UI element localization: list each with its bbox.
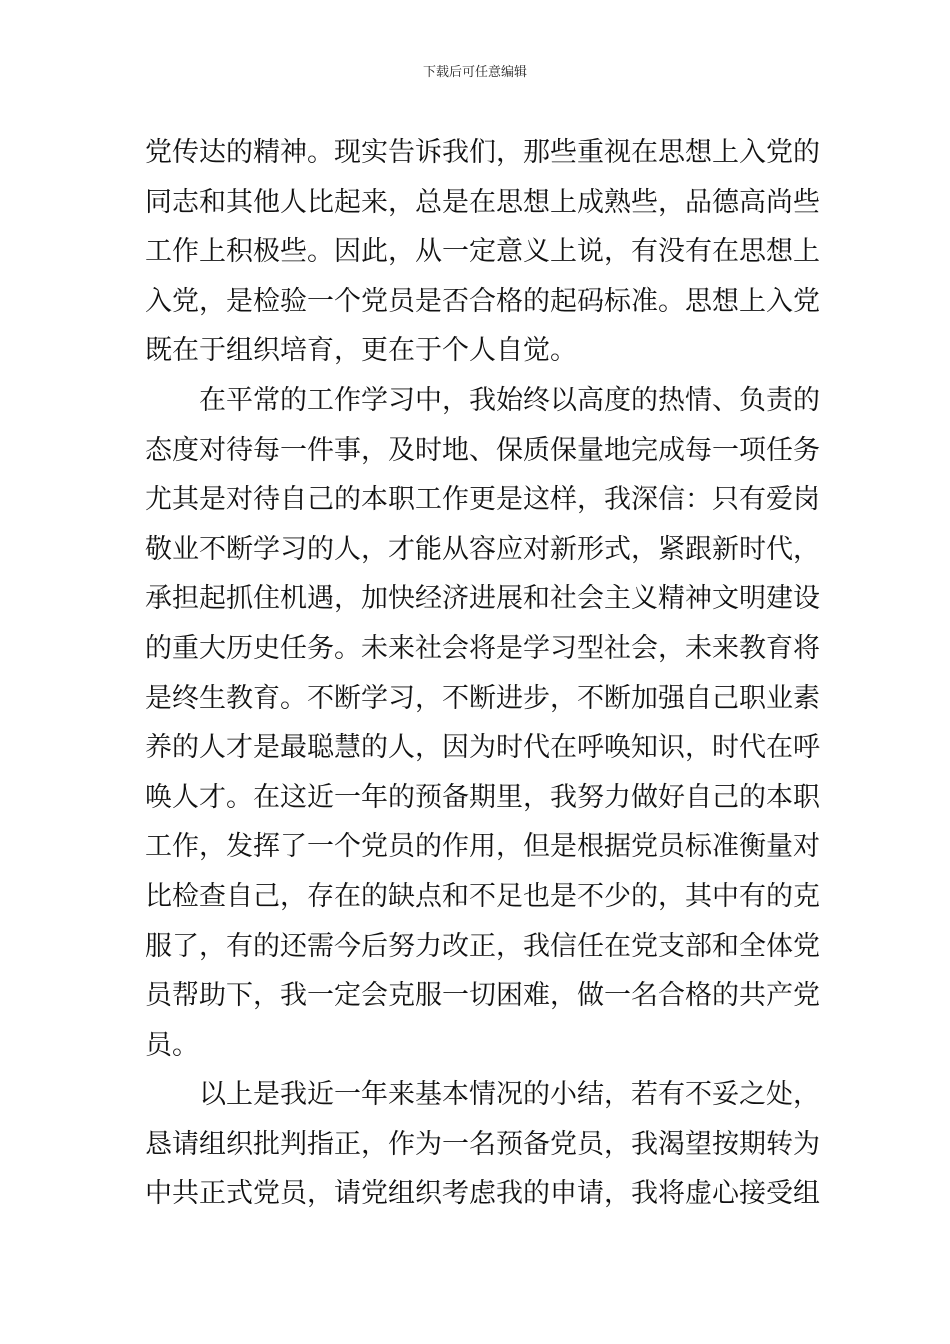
text-line: 养的人才是最聪慧的人，因为时代在呼唤知识，时代在呼 bbox=[145, 732, 820, 764]
text-line: 承担起抓住机遇，加快经济进展和社会主义精神文明建设 bbox=[145, 583, 820, 615]
text-line: 工作上积极些。因此，从一定意义上说，有没有在思想上 bbox=[145, 236, 820, 268]
text-line: 服了，有的还需今后努力改正，我信任在党支部和全体党 bbox=[145, 930, 820, 962]
text-line: 恳请组织批判指正，作为一名预备党员，我渴望按期转为 bbox=[145, 1128, 820, 1160]
text-line: 工作，发挥了一个党员的作用，但是根据党员标准衡量对 bbox=[145, 831, 820, 863]
text-line: 员帮助下，我一定会克服一切困难，做一名合格的共产党 bbox=[145, 980, 820, 1012]
text-line: 既在于组织培育，更在于个人自觉。 bbox=[145, 335, 577, 367]
text-line: 敬业不断学习的人，才能从容应对新形式，紧跟新时代， bbox=[145, 533, 820, 565]
text-line: 态度对待每一件事，及时地、保质保量地完成每一项任务 bbox=[145, 434, 820, 466]
text-line: 尤其是对待自己的本职工作更是这样，我深信：只有爱岗 bbox=[145, 484, 820, 516]
text-line: 是终生教育。不断学习，不断进步，不断加强自己职业素 bbox=[145, 682, 820, 714]
text-line: 党传达的精神。现实告诉我们，那些重视在思想上入党的 bbox=[145, 137, 820, 168]
text-line: 同志和其他人比起来，总是在思想上成熟些，品德高尚些 bbox=[145, 186, 820, 218]
paragraph-first-line: 在平常的工作学习中，我始终以高度的热情、负责的 bbox=[199, 384, 820, 416]
text-line: 中共正式党员，请党组织考虑我的申请，我将虚心接受组 bbox=[145, 1178, 820, 1210]
page-header: 下载后可任意编辑 bbox=[422, 65, 527, 80]
paragraph-first-line: 以上是我近一年来基本情况的小结，若有不妥之处， bbox=[199, 1079, 820, 1111]
text-line: 入党，是检验一个党员是否合格的起码标准。思想上入党 bbox=[145, 285, 820, 317]
text-line: 的重大历史任务。未来社会将是学习型社会，未来教育将 bbox=[145, 632, 820, 664]
text-line: 员。 bbox=[145, 1029, 199, 1061]
text-line: 唤人才。在这近一年的预备期里，我努力做好自己的本职 bbox=[145, 781, 820, 813]
text-line: 比检查自己，存在的缺点和不足也是不少的，其中有的克 bbox=[145, 880, 820, 912]
document-body bbox=[145, 128, 820, 1219]
